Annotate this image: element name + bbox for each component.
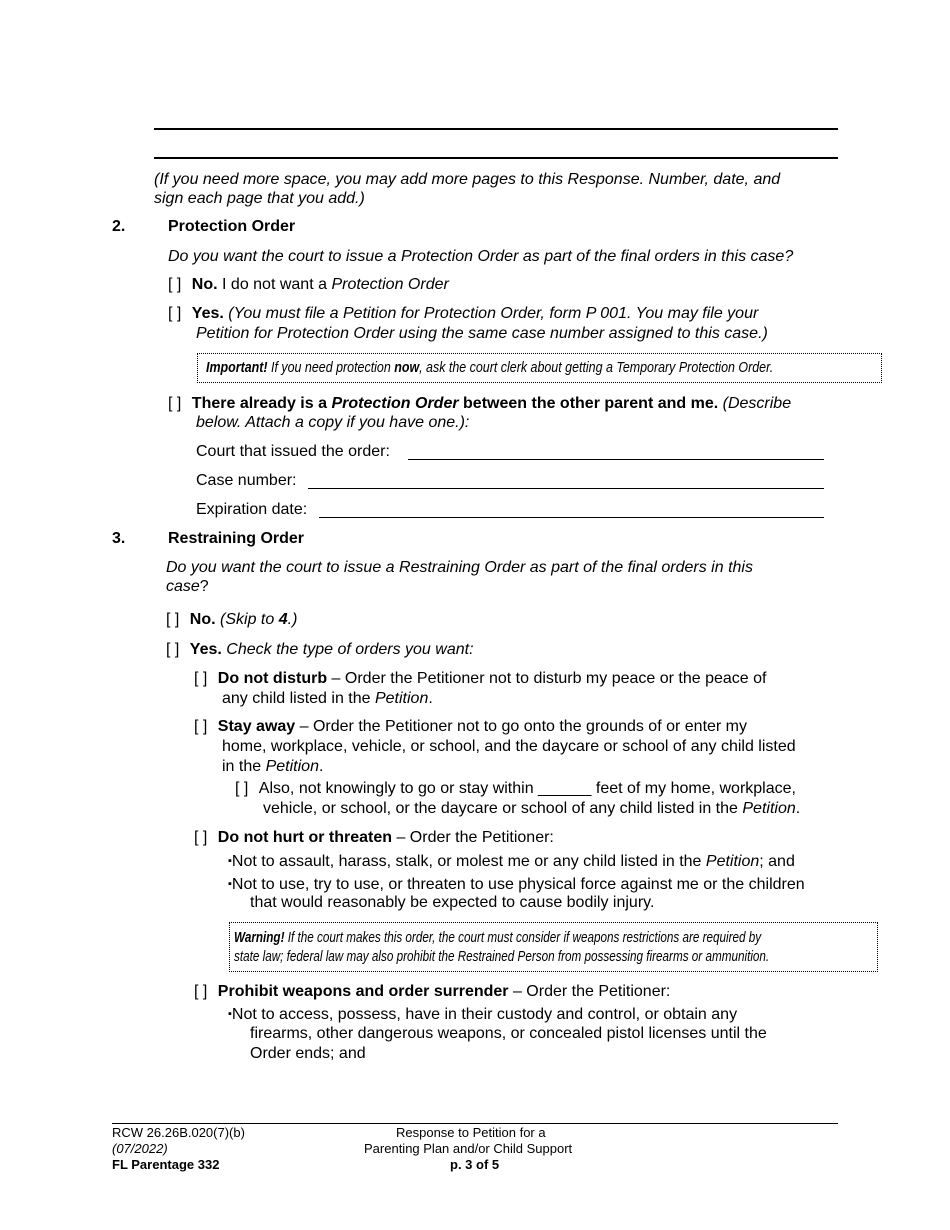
checkbox[interactable]: [ ] (168, 305, 182, 322)
important-now: now (394, 359, 420, 376)
no-label: No. (191, 276, 218, 293)
footer-title-line-1: Response to Petition for a (396, 1125, 546, 1140)
footer-page-number: p. 3 of 5 (450, 1157, 500, 1172)
warning-line-2: state law; federal law may also prohibit the Restrained Person from possessing firearms or ammunition. (234, 948, 770, 965)
yes-text-line-2: Petition for Protection Order using the same case number assigned to this case.) (196, 325, 768, 342)
stay-away-text: – Order the Petitioner not to go onto the grounds of or enter my (295, 718, 748, 735)
warning-line-1: If the court makes this order, the court must consider if weapons restrictions are required by (284, 929, 762, 946)
also-l2-period: . (795, 800, 801, 817)
footer-title-line-2: Parenting Plan and/or Child Support (364, 1141, 573, 1156)
important-notice (197, 353, 882, 383)
checkbox[interactable]: [ ] (194, 983, 208, 1000)
checkbox[interactable]: [ ] (194, 829, 208, 846)
protection-yes-option (168, 304, 758, 324)
important-text-2: , ask the court clerk about getting a Temporary Protection Order. (419, 359, 774, 376)
section-3-title: Restraining Order (168, 530, 305, 547)
disturb-l2-period: . (428, 690, 433, 707)
footer-rcw: RCW 26.26B.020(7)(b) (112, 1125, 245, 1140)
stay-l3-text: in the (222, 758, 266, 775)
also-text-2: feet of my home, workplace, (591, 780, 796, 797)
important-text-1: If you need protection (267, 359, 395, 376)
no-label: No. (189, 611, 216, 628)
skip-text-end: .) (287, 611, 298, 628)
section-2-title: Protection Order (168, 218, 296, 235)
disturb-l2-petition: Petition (374, 690, 429, 707)
blank-line-1[interactable] (154, 128, 838, 130)
distance-blank[interactable]: ______ (538, 780, 592, 797)
also-l2-text: vehicle, or school, or the daycare or school of any child listed in the (263, 800, 743, 817)
weapons-text: – Order the Petitioner: (508, 983, 671, 1000)
checkbox[interactable]: [ ] (194, 670, 208, 687)
existing-text-2: between the other parent and me. (458, 395, 719, 412)
stay-away-option (194, 717, 747, 737)
case-number-input[interactable] (308, 488, 824, 489)
question-case: case (166, 578, 200, 595)
warning-notice (229, 922, 878, 972)
also-line-2 (263, 799, 800, 819)
also-distance-option (235, 779, 796, 799)
section-2-question: Do you want the court to issue a Protection Order as part of the final orders in this case? (168, 248, 794, 265)
warning-label: Warning! (234, 929, 285, 946)
checkbox[interactable]: [ ] (168, 276, 182, 293)
hurt-bullet-2-line-2: that would reasonably be expected to cause bodily injury. (250, 894, 655, 911)
footer-date: (07/2022) (112, 1141, 168, 1156)
disturb-option (194, 669, 766, 689)
hurt-b1-petition: Petition (705, 853, 760, 870)
section-3-question-line-2 (166, 577, 209, 597)
yes-text: Check the type of orders you want: (221, 641, 474, 658)
hurt-text: – Order the Petitioner: (392, 829, 554, 846)
disturb-label: Do not disturb (217, 670, 328, 687)
hurt-bullet-2 (228, 874, 805, 895)
section-2-number: 2. (112, 218, 126, 235)
hurt-label: Do not hurt or threaten (217, 829, 393, 846)
checkbox[interactable]: [ ] (168, 395, 182, 412)
weapons-label: Prohibit weapons and order surrender (217, 983, 509, 1000)
also-text-1: Also, not knowingly to go or stay within (258, 780, 539, 797)
protection-no-option (168, 275, 449, 295)
skip-number: 4 (278, 611, 288, 628)
blank-line-2[interactable] (154, 157, 838, 159)
existing-line-2: below. Attach a copy if you have one.): (196, 414, 470, 431)
existing-describe: (Describe (718, 395, 792, 412)
no-text-italic: Protection Order (331, 276, 449, 293)
stay-away-line-3 (222, 757, 323, 777)
restraining-yes-option (166, 640, 474, 660)
yes-label: Yes. (189, 641, 222, 658)
bullet-icon: ▪ (228, 855, 232, 867)
important-label: Important! (206, 359, 268, 376)
yes-text-line-1: (You must file a Petition for Protection Order, form P 001. You may file your (223, 305, 759, 322)
also-l2-petition: Petition (742, 800, 796, 817)
footer-form-id: FL Parentage 332 (112, 1157, 220, 1172)
existing-order-option (168, 394, 791, 414)
section-3-number: 3. (112, 530, 126, 547)
expiration-input[interactable] (319, 517, 824, 518)
disturb-l2-text: any child listed in the (222, 690, 375, 707)
existing-text-1: There already is a (191, 395, 332, 412)
stay-l3-petition: Petition (265, 758, 319, 775)
stay-l3-period: . (318, 758, 324, 775)
hurt-option (194, 828, 554, 848)
hurt-b1-end: ; and (759, 853, 795, 870)
existing-text-italic: Protection Order (331, 395, 459, 412)
hurt-b1-text: Not to assault, harass, stalk, or molest me or any child listed in the (231, 853, 706, 870)
disturb-text: – Order the Petitioner not to disturb my peace or the peace of (327, 670, 767, 687)
weapons-b1-text: Not to access, possess, have in their custody and control, or obtain any (231, 1006, 738, 1023)
section-3-question-line-1: Do you want the court to issue a Restraining Order as part of the final orders in this (166, 559, 753, 576)
skip-text: (Skip to (215, 611, 279, 628)
weapons-option (194, 982, 670, 1002)
checkbox[interactable]: [ ] (166, 641, 180, 658)
expiration-label: Expiration date: (196, 501, 308, 518)
more-space-note-line-1: (If you need more space, you may add more pages to this Response. Number, date, and (154, 171, 781, 188)
bullet-icon: ▪ (228, 1008, 232, 1020)
restraining-no-option (166, 610, 297, 630)
checkbox[interactable]: [ ] (194, 718, 208, 735)
no-text: I do not want a (217, 276, 332, 293)
hurt-b2-text: Not to use, try to use, or threaten to use physical force against me or the children (231, 876, 805, 893)
yes-label: Yes. (191, 305, 224, 322)
stay-away-label: Stay away (217, 718, 296, 735)
weapons-bullet-1-line-3: Order ends; and (250, 1045, 366, 1062)
checkbox[interactable]: [ ] (166, 611, 180, 628)
more-space-note-line-2: sign each page that you add.) (154, 190, 365, 207)
footer-divider (112, 1123, 838, 1124)
disturb-line-2 (222, 689, 433, 709)
stay-away-line-2: home, workplace, vehicle, or school, and the daycare or school of any child listed (222, 738, 796, 755)
weapons-bullet-1 (228, 1004, 737, 1025)
weapons-bullet-1-line-2: firearms, other dangerous weapons, or concealed pistol licenses until the (250, 1025, 767, 1042)
question-mark: ? (199, 578, 209, 595)
bullet-icon: ▪ (228, 878, 232, 890)
hurt-bullet-1 (228, 851, 795, 872)
court-input[interactable] (408, 459, 824, 460)
case-number-label: Case number: (196, 472, 297, 489)
court-label: Court that issued the order: (196, 443, 390, 460)
checkbox[interactable]: [ ] (235, 780, 249, 797)
